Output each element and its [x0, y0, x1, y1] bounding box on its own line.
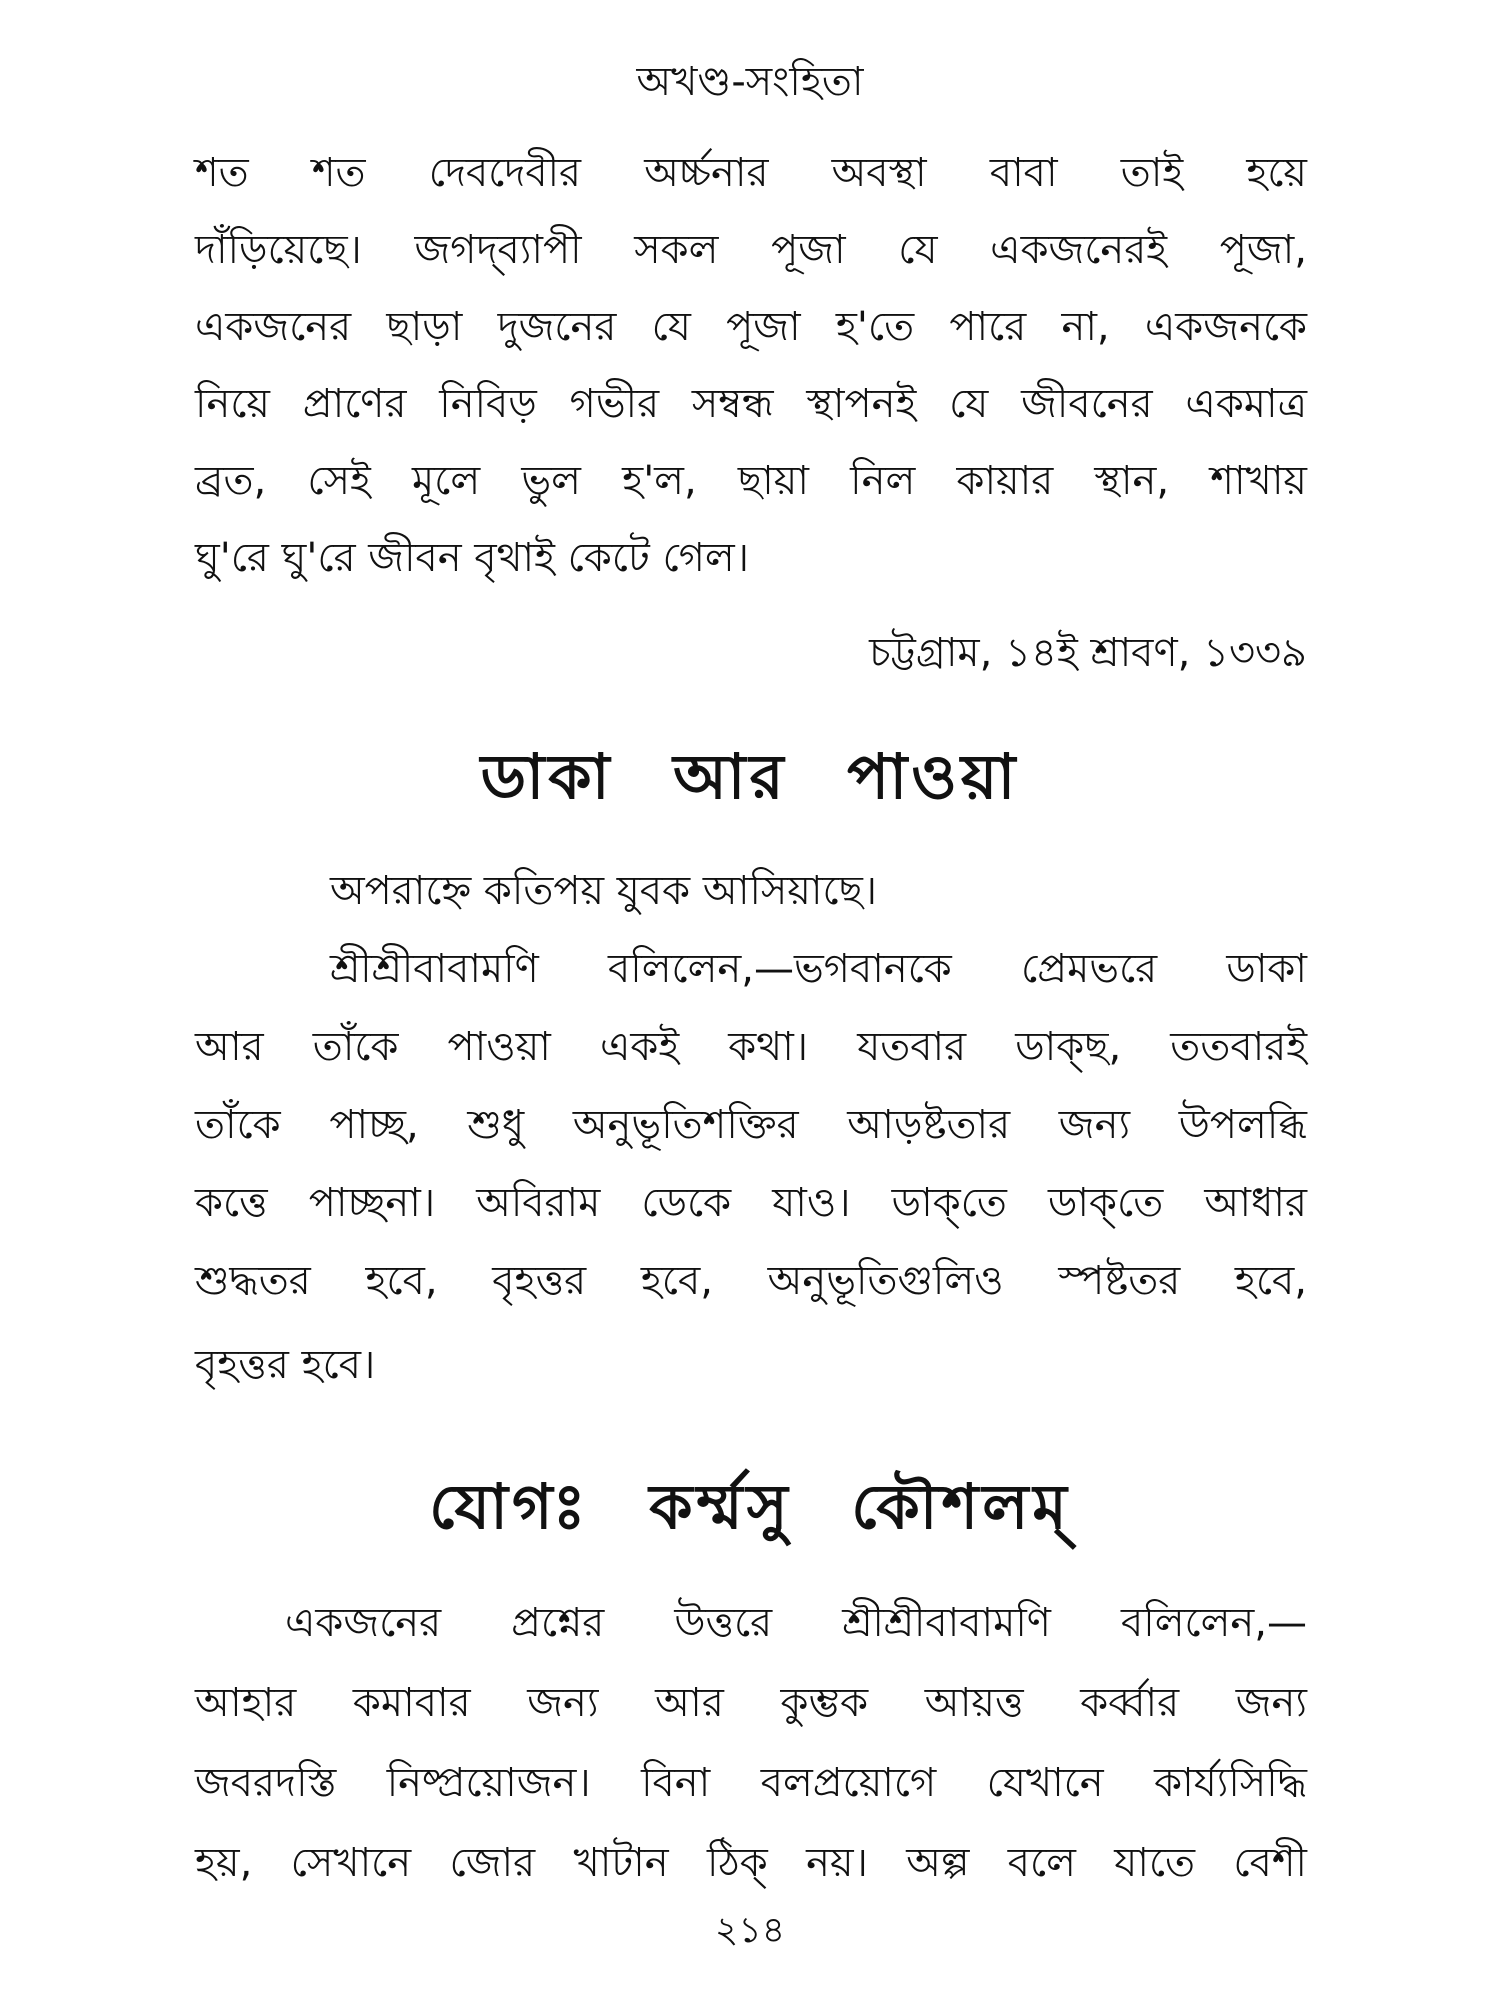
body-line: ব্রত, সেই মূলে ভুল হ'ল, ছায়া নিল কায়ার স্থান, শাখায় [195, 458, 1307, 504]
body-line: শুদ্ধতর হবে, বৃহত্তর হবে, অনুভূতিগুলিও স্পষ্টতর হবে, [195, 1258, 1307, 1304]
body-line: আর তাঁকে পাওয়া একই কথা। যতবার ডাক্‌ছ, ততবারই [195, 1024, 1307, 1070]
section-heading-yogah-karmasu-kaushalam: যোগঃ কর্ম্মসু কৌশলম্‌ [429, 1470, 1071, 1543]
body-line: শত শত দেবদেবীর অর্চ্চনার অবস্থা বাবা তাই হয়ে [195, 150, 1307, 196]
body-line: কত্তে পাচ্ছনা। অবিরাম ডেকে যাও। ডাক্‌তে ডাক্‌তে আধার [195, 1180, 1307, 1226]
body-line: তাঁকে পাচ্ছ, শুধু অনুভূতিশক্তির আড়ষ্টতার জন্য উপলব্ধি [195, 1102, 1307, 1148]
page-number: ২১৪ [714, 1910, 786, 1951]
body-line: দাঁড়িয়েছে। জগদ্‌ব্যাপী সকল পূজা যে একজনেরই পূজা, [195, 227, 1307, 273]
body-line: বৃহত্তর হবে। [195, 1342, 376, 1388]
body-line: জবরদস্তি নিষ্প্রয়োজন। বিনা বলপ্রয়োগে যেখানে কার্য্যসিদ্ধি [195, 1760, 1307, 1806]
place-date: চট্টগ্রাম, ১৪ই শ্রাবণ, ১৩৩৯ [869, 630, 1307, 676]
running-header: অখণ্ড-সংহিতা [636, 59, 864, 105]
body-line: হয়, সেখানে জোর খাটান ঠিক্ নয়। অল্প বলে যাতে বেশী [195, 1840, 1307, 1886]
body-line: অপরাহ্নে কতিপয় যুবক আসিয়াছে। [330, 868, 878, 914]
body-line: ঘু'রে ঘু'রে জীবন বৃথাই কেটে গেল। [195, 535, 750, 581]
body-line: নিয়ে প্রাণের নিবিড় গভীর সম্বন্ধ স্থাপনই যে জীবনের একমাত্র [195, 381, 1307, 427]
section-heading-daka-ar-paoya: ডাকা আর পাওয়া [480, 740, 1020, 813]
body-line: একজনের ছাড়া দুজনের যে পূজা হ'তে পারে না, একজনকে [195, 304, 1307, 350]
body-line: আহার কমাবার জন্য আর কুম্ভক আয়ত্ত কর্ব্বার জন্য [195, 1680, 1307, 1726]
body-line: শ্রীশ্রীবাবামণি বলিলেন,—ভগবানকে প্রেমভরে ডাকা [330, 946, 1307, 992]
body-line: একজনের প্রশ্নের উত্তরে শ্রীশ্রীবাবামণি বলিলেন,— [285, 1600, 1307, 1646]
